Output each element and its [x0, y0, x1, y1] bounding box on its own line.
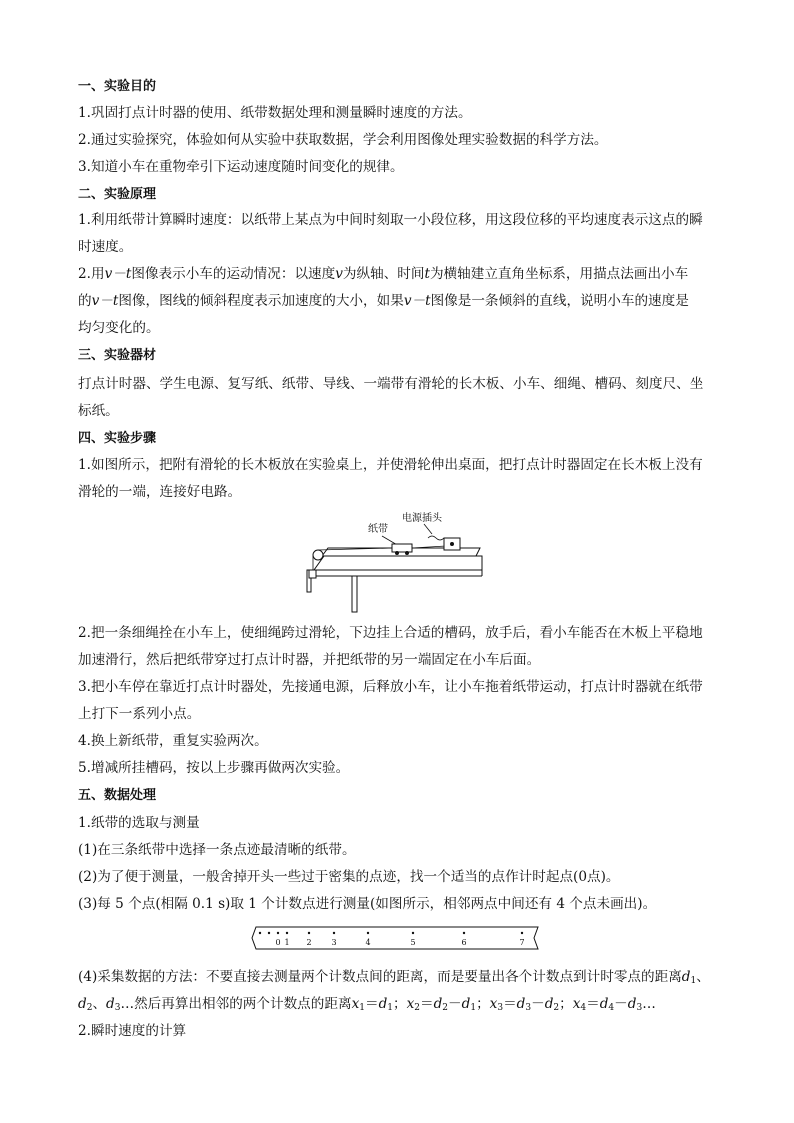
paragraph — [78, 968, 728, 990]
symbol-d: d — [681, 969, 691, 985]
subscript: 1 — [359, 1003, 365, 1013]
separator: ； — [393, 996, 407, 1012]
separator: ； — [559, 996, 573, 1012]
subheading: 2.瞬时速度的计算 — [78, 1023, 187, 1039]
operator: － — [614, 996, 628, 1012]
subscript: 3 — [497, 1003, 504, 1013]
tape-dot — [286, 932, 288, 934]
leader-line — [424, 524, 432, 534]
paragraph: 时速度。 — [78, 239, 133, 255]
paragraph: 加速滑行，然后把纸带穿过打点计时器，并把纸带的另一端固定在小车后面。 — [78, 652, 541, 668]
subscript: 4 — [608, 1003, 615, 1013]
paragraph: 标纸。 — [78, 403, 119, 419]
subscript: 2 — [414, 1003, 420, 1013]
subheading: 1.纸带的选取与测量 — [78, 815, 200, 831]
tape-dot — [412, 932, 414, 934]
text-run: 的 — [78, 293, 92, 309]
subscript: 2 — [442, 1003, 449, 1013]
paragraph — [78, 292, 728, 310]
formula-t: t — [424, 266, 430, 282]
formula-vt: v－t — [104, 266, 132, 282]
pulley — [313, 550, 323, 560]
tape-label: 7 — [519, 938, 525, 947]
paragraph — [78, 995, 728, 1017]
subscript: 3 — [525, 1003, 532, 1013]
text-run: 图像，图线的倾斜程度表示加速度的大小，如果 — [118, 293, 404, 309]
paragraph: 1.如图所示，把附有滑轮的长木板放在实验桌上，并使滑轮伸出桌面，把打点计时器固定在长木板上没有 — [78, 457, 703, 473]
subscript: 1 — [470, 1003, 477, 1013]
paragraph: (3)每 5 个点(相隔 0.1 s)取 1 个计数点进行测量(如图所示，相邻两点中间还有 4 个点未画出)。 — [78, 896, 657, 912]
symbol-d: d — [627, 996, 637, 1012]
section-heading: 五、数据处理 — [78, 788, 157, 803]
symbol-d: d — [78, 996, 87, 1012]
tape-label: 4 — [365, 938, 371, 947]
symbol-d: d — [378, 996, 388, 1012]
subscript: 2 — [86, 1003, 93, 1013]
paragraph: 4.换上新纸带，重复实验两次。 — [78, 733, 268, 749]
formula-v: v — [335, 266, 343, 282]
symbol-d: d — [433, 996, 443, 1012]
paragraph: 3.把小车停在靠近打点计时器处，先接通电源，后释放小车，让小车拖着纸带运动，打点计时器就在纸带 — [78, 679, 703, 695]
text-run: 为纵轴、时间 — [342, 266, 425, 282]
text-run: 图像是一条倾斜的直线，说明小车的速度是 — [430, 293, 689, 309]
operator: － — [448, 996, 462, 1012]
paragraph: 1.巩固打点计时器的使用、纸带数据处理和测量瞬时速度的方法。 — [78, 105, 472, 121]
tape-dot — [308, 932, 310, 934]
paragraph: 1.利用纸带计算瞬时速度：以纸带上某点为中间时刻取一小段位移，用这段位移的平均速度表示这点的瞬 — [78, 212, 703, 228]
paragraph: (2)为了便于测量，一般舍掉开头一些过于密集的点迹，找一个适当的点作计时起点(0点)。 — [78, 869, 620, 885]
tape-dot — [367, 932, 369, 934]
text-run: …然后再算出相邻的两个计数点的距离 — [120, 996, 352, 1012]
formula-vt: v－t — [91, 293, 119, 309]
section-heading: 四、实验步骤 — [78, 431, 157, 446]
symbol-d: d — [544, 996, 554, 1012]
label-power-plug: 电源插头 — [402, 513, 442, 524]
subscript: 4 — [580, 1003, 587, 1013]
section-heading: 三、实验器材 — [78, 348, 157, 363]
tape-label: 0 — [275, 938, 281, 947]
separator: 、 — [92, 996, 107, 1012]
paragraph: 2.把一条细绳拴在小车上，使细绳跨过滑轮，下边挂上合适的槽码，放手后，看小车能否在木板上平稳地 — [78, 625, 703, 641]
apparatus-figure — [296, 510, 496, 615]
cart — [392, 544, 412, 552]
timer-knob — [450, 542, 454, 546]
paragraph: 5.增减所挂槽码，按以上步骤再做两次实验。 — [78, 760, 350, 776]
table-leg — [352, 576, 357, 612]
separator: 、 — [696, 969, 710, 985]
power-cable — [428, 536, 444, 540]
hanging-weight — [309, 570, 316, 578]
symbol-d: d — [106, 996, 115, 1012]
operator: ＝ — [586, 996, 600, 1012]
cart-wheel — [405, 551, 409, 555]
operator: ＝ — [420, 996, 434, 1012]
paper-tape-figure — [250, 925, 546, 951]
symbol-x: x — [572, 996, 581, 1012]
table-top — [314, 556, 482, 570]
tape-dot — [521, 932, 523, 934]
paragraph: 均匀变化的。 — [78, 320, 160, 336]
text-run: 2.用 — [78, 266, 105, 282]
tape-label: 2 — [306, 938, 312, 947]
paragraph: (1)在三条纸带中选择一条点迹最清晰的纸带。 — [78, 842, 356, 858]
symbol-d: d — [461, 996, 471, 1012]
label-paper-tape: 纸带 — [368, 524, 388, 535]
tape-dot — [259, 932, 261, 934]
operator: ＝ — [364, 996, 379, 1012]
text-run: (4)采集数据的方法：不要直接去测量两个计数点间的距离，而是要量出各个计数点到计时零点的距离 — [78, 969, 682, 985]
subscript: 2 — [553, 1003, 560, 1013]
cart-wheel — [395, 551, 399, 555]
subscript: 1 — [690, 976, 697, 986]
symbol-d: d — [516, 996, 526, 1012]
paragraph: 上打下一系列小点。 — [78, 706, 201, 722]
symbol-x: x — [351, 996, 360, 1012]
section-heading: 二、实验原理 — [78, 187, 157, 202]
text-run: 为横轴建立直角坐标系，用描点法画出小车 — [429, 266, 689, 282]
tape-label: 5 — [410, 938, 416, 947]
symbol-d: d — [599, 996, 609, 1012]
tape-dot — [277, 932, 279, 934]
tape-label: 1 — [284, 938, 290, 947]
paragraph: 2.通过实验探究，体验如何从实验中获取数据，学会利用图像处理实验数据的科学方法。 — [78, 132, 608, 148]
tape-label: 3 — [331, 938, 337, 947]
paragraph: 3.知道小车在重物牵引下运动速度随时间变化的规律。 — [78, 159, 404, 175]
tape-dot — [463, 932, 465, 934]
paragraph: 滑轮的一端，连接好电路。 — [78, 484, 242, 500]
tape-label: 6 — [461, 938, 467, 947]
formula-vt: v－t — [403, 293, 431, 309]
symbol-x: x — [406, 996, 415, 1012]
symbol-x: x — [489, 996, 498, 1012]
tape-dot — [333, 932, 335, 934]
operator: － — [531, 996, 545, 1012]
section-heading: 一、实验目的 — [78, 79, 157, 94]
separator: ； — [476, 996, 490, 1012]
tape-dot — [268, 932, 270, 934]
paragraph: 打点计时器、学生电源、复写纸、纸带、导线、一端带有滑轮的长木板、小车、细绳、槽码、刻度尺、坐 — [78, 376, 704, 392]
text-run: … — [642, 996, 656, 1012]
text-run: 图像表示小车的运动情况：以速度 — [131, 266, 336, 282]
operator: ＝ — [503, 996, 517, 1012]
subscript: 3 — [114, 1003, 121, 1013]
subscript: 1 — [387, 1003, 393, 1013]
subscript: 3 — [636, 1003, 643, 1013]
paragraph — [78, 265, 728, 283]
tape-outline — [252, 927, 538, 949]
